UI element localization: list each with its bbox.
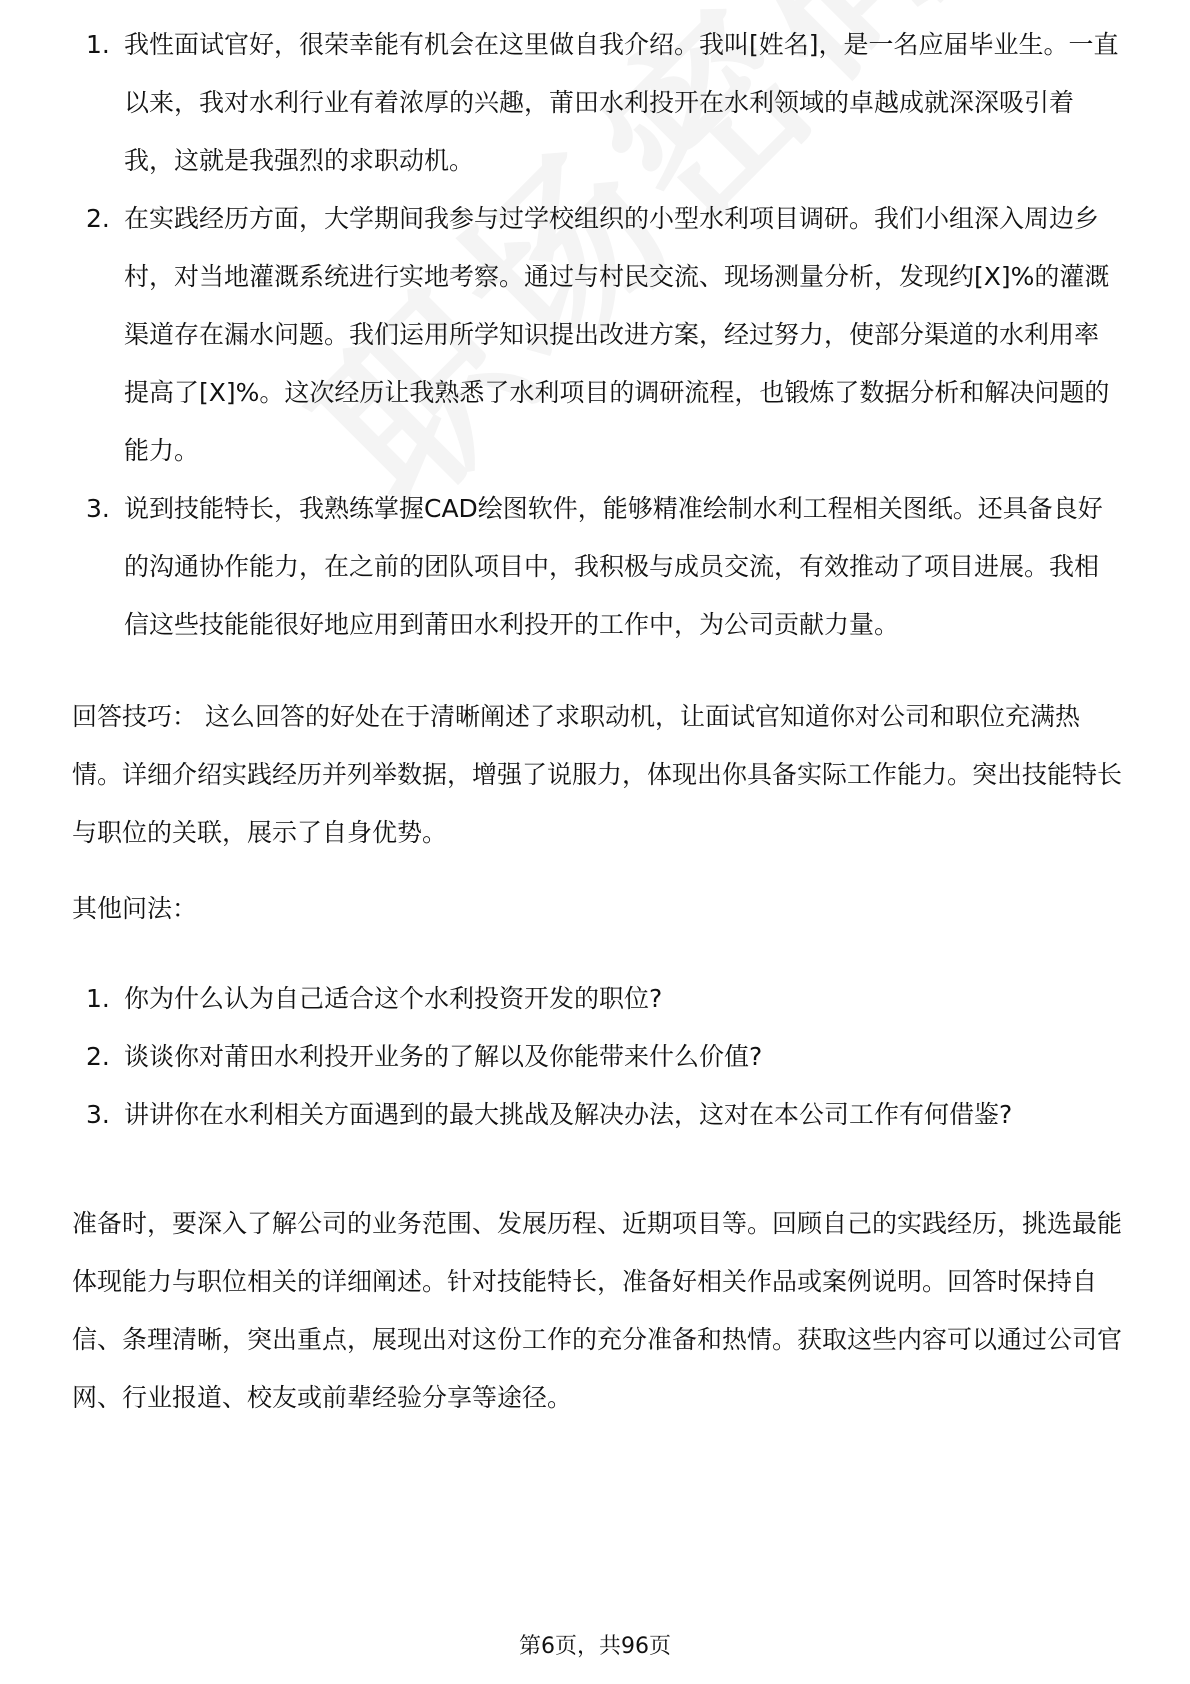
list-number: 3. [86, 1100, 110, 1129]
list-item [72, 1086, 1122, 1144]
preparation-advice: 准备时，要深入了解公司的业务范围、发展历程、近期项目等。回顾自己的实践经历，挑选最能体现能力与职位相关的详细阐述。针对技能特长，准备好相关作品或案例说明。回答时保持自信、条理清晰，突出重点，展现出对这份工作的充分准备和热情。获取这些内容可以通过公司官网、行业报道、校友或前辈经验分享等途径。 [72, 1209, 1123, 1412]
list-text: 说到技能特长，我熟练掌握CAD绘图软件，能够精准绘制水利工程相关图纸。还具备良好的沟通协作能力，在之前的团队项目中，我积极与成员交流，有效推动了项目进展。我相信这些技能能很好地应用到莆田水利投开的工作中，为公司贡献力量。 [124, 494, 1103, 639]
list-item [72, 480, 1122, 654]
list-item [72, 970, 1122, 1028]
list-number: 1. [86, 30, 110, 59]
list-text: 我性面试官好，很荣幸能有机会在这里做自我介绍。我叫[姓名]，是一名应届毕业生。一直以来，我对水利行业有着浓厚的兴趣，莆田水利投开在水利领域的卓越成就深深吸引着我，这就是我强烈的求职动机。 [124, 30, 1119, 175]
list-number: 2. [86, 1042, 110, 1071]
list-text: 谈谈你对莆田水利投开业务的了解以及你能带来什么价值? [124, 1042, 763, 1071]
list-text: 在实践经历方面，大学期间我参与过学校组织的小型水利项目调研。我们小组深入周边乡村，对当地灌溉系统进行实地考察。通过与村民交流、现场测量分析，发现约[X]%的灌溉渠道存在漏水问题。我们运用所学知识提出改进方案，经过努力，使部分渠道的水利用率提高了[X]%。这次经历让我熟悉了水利项目的调研流程，也锻炼了数据分析和解决问题的能力。 [124, 204, 1110, 465]
list-text: 讲讲你在水利相关方面遇到的最大挑战及解决办法，这对在本公司工作有何借鉴? [124, 1100, 1013, 1129]
list-text: 你为什么认为自己适合这个水利投资开发的职位? [124, 984, 663, 1013]
list-item [72, 1028, 1122, 1086]
other-questions-heading: 其他问法： [72, 894, 198, 923]
other-questions-list [72, 970, 1122, 1144]
answer-tips: 回答技巧： 这么回答的好处在于清晰阐述了求职动机，让面试官知道你对公司和职位充满热情。详细介绍实践经历并列举数据，增强了说服力，体现出你具备实际工作能力。突出技能特长与职位的关联，展示了自身优势。 [72, 702, 1123, 847]
list-item [72, 16, 1122, 190]
answer-list [72, 16, 1122, 654]
page-number: 第6页，共96页 [519, 1634, 671, 1659]
list-number: 3. [86, 494, 110, 523]
list-number: 1. [86, 984, 110, 1013]
list-item [72, 190, 1122, 480]
list-number: 2. [86, 204, 110, 233]
